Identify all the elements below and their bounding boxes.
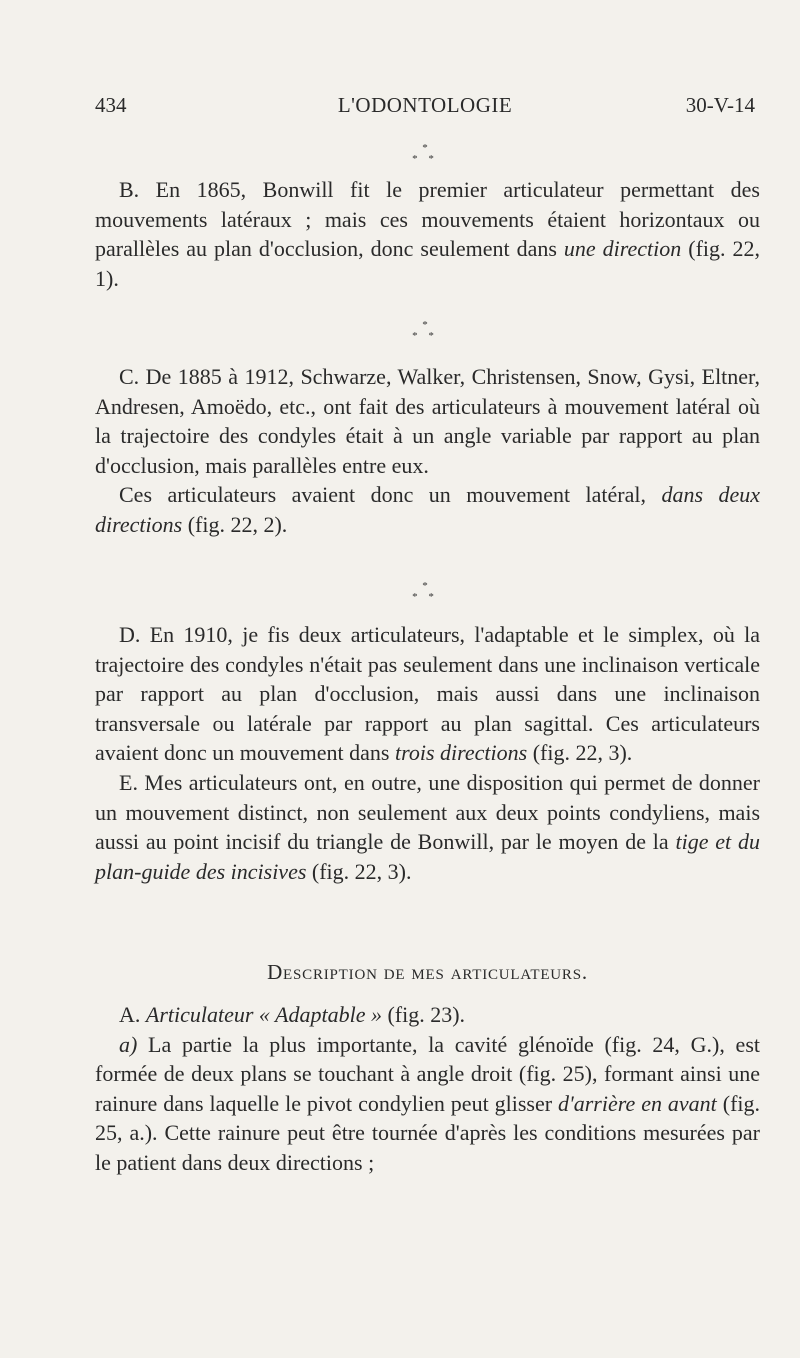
paragraph-e-tail: (fig. 22, 3). bbox=[306, 858, 412, 884]
paragraph-a-emphasis: Articulateur « Adaptable » bbox=[145, 1002, 382, 1027]
paragraph-d-lead: D. En 1910, je fis deux articulateurs, l'adaptable et le simplex, où la trajectoire des condyles n'était pas seulement dans une inclinaison verticale par rapport au plan d'occlusion, mais aussi dans une inclinaison transversale ou latérale par rapport au plan sagittal. Ces articulateurs avaient donc un mouvement dans bbox=[95, 622, 760, 766]
paragraph-a bbox=[95, 1000, 760, 1030]
paragraph-b bbox=[95, 175, 760, 293]
paragraph-a1-lead: La partie la plus importante, la cavité glénoïde (fig. 24, G.), est formée de deux plans se touchant à angle droit (fig. 25), formant ainsi une rainure dans laquelle le pivot condylien peut glisser bbox=[95, 1031, 760, 1116]
asterism-3: * * * bbox=[412, 580, 438, 603]
paragraph-b-tail: (fig. 22, 1). bbox=[95, 236, 760, 291]
issue-date: 30-V-14 bbox=[685, 93, 755, 117]
paragraph-e bbox=[95, 768, 760, 886]
paragraph-b-emphasis: une direction bbox=[563, 236, 682, 262]
paragraph-a-lead: A. bbox=[119, 1002, 146, 1027]
paragraph-d-emphasis: trois directions bbox=[394, 740, 528, 766]
paragraph-a1 bbox=[95, 1030, 760, 1178]
asterism-2: * * * bbox=[412, 319, 438, 342]
asterism-1: * * * bbox=[412, 142, 438, 165]
paragraph-d-tail: (fig. 22, 3). bbox=[527, 740, 633, 766]
paragraph-e-emphasis: tige et du plan-guide des incisives bbox=[95, 829, 760, 884]
paragraph-d bbox=[95, 620, 760, 768]
paragraph-c2-emphasis: dans deux directions bbox=[95, 482, 761, 537]
paragraph-de-block bbox=[95, 620, 760, 886]
paragraph-b-lead: B. En 1865, Bonwill fit le premier articulateur permettant des mouvements latéraux ; mais ces mouvements étaient horizontaux ou parallèles au plan d'occlusion, donc seulement dans bbox=[95, 177, 760, 262]
paragraph-c-block bbox=[95, 362, 760, 540]
paragraph-a1-marker: a) bbox=[119, 1031, 138, 1057]
paragraph-e-lead: E. Mes articulateurs ont, en outre, une disposition qui permet de donner un mouvement distinct, non seulement aux deux points condyliens, mais aussi au point incisif du triangle de Bonwill, par le moyen de la bbox=[95, 769, 760, 855]
paragraph-c2 bbox=[95, 480, 760, 539]
paragraph-a-tail: (fig. 23). bbox=[381, 1002, 466, 1027]
paragraph-a1-emphasis: d'arrière en avant bbox=[558, 1090, 717, 1116]
running-title: L'ODONTOLOGIE bbox=[337, 93, 513, 117]
page-number: 434 bbox=[95, 93, 127, 117]
section-heading: Description de mes articulateurs. bbox=[267, 960, 588, 984]
running-header bbox=[95, 93, 755, 123]
paragraph-a-block bbox=[95, 1000, 760, 1178]
paragraph-c2-tail: (fig. 22, 2). bbox=[182, 511, 288, 537]
paragraph-c: C. De 1885 à 1912, Schwarze, Walker, Christensen, Snow, Gysi, Eltner, Andresen, Amoëdo, etc., ont fait des articulateurs à mouvement latéral où la trajectoire des condyles était à un angle variable par rapport au plan d'occlusion, mais parallèles entre eux. bbox=[95, 364, 760, 478]
paragraph-a1-tail: (fig. 25, a.). Cette rainure peut être tournée d'après les conditions mesurées par le patient dans deux directions ; bbox=[95, 1090, 761, 1175]
paragraph-c2-lead: Ces articulateurs avaient donc un mouvement latéral, bbox=[119, 482, 662, 508]
